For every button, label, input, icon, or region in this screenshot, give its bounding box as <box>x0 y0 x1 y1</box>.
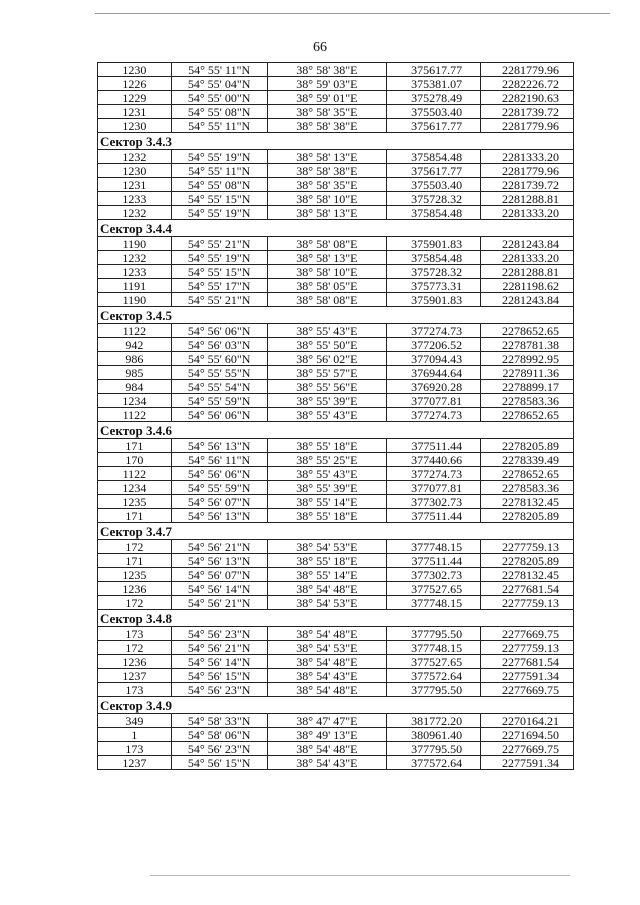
longitude-cell: 38° 55' 39"E <box>267 394 387 408</box>
point-number-cell: 170 <box>98 453 172 467</box>
x-coordinate-cell: 377572.64 <box>387 756 481 770</box>
latitude-cell: 54° 55' 19"N <box>171 251 267 265</box>
longitude-cell: 38° 55' 18"E <box>267 554 387 568</box>
longitude-cell: 38° 55' 57"E <box>267 366 387 380</box>
latitude-cell: 54° 56' 13"N <box>171 439 267 453</box>
table-row <box>98 366 574 380</box>
table-row <box>98 105 574 119</box>
x-coordinate-cell: 377795.50 <box>387 742 481 756</box>
y-coordinate-cell: 2281779.96 <box>481 119 574 133</box>
sector-header-row <box>98 220 574 237</box>
y-coordinate-cell: 2278781.38 <box>481 338 574 352</box>
point-number-cell: 1190 <box>98 237 172 251</box>
longitude-cell: 38° 58' 35"E <box>267 178 387 192</box>
latitude-cell: 54° 58' 33"N <box>171 714 267 728</box>
longitude-cell: 38° 58' 10"E <box>267 192 387 206</box>
x-coordinate-cell: 375503.40 <box>387 178 481 192</box>
longitude-cell: 38° 58' 10"E <box>267 265 387 279</box>
longitude-cell: 38° 54' 48"E <box>267 582 387 596</box>
y-coordinate-cell: 2278205.89 <box>481 554 574 568</box>
latitude-cell: 54° 56' 07"N <box>171 495 267 509</box>
latitude-cell: 54° 55' 59"N <box>171 394 267 408</box>
latitude-cell: 54° 55' 21"N <box>171 293 267 307</box>
latitude-cell: 54° 56' 06"N <box>171 324 267 338</box>
point-number-cell: 1234 <box>98 394 172 408</box>
x-coordinate-cell: 375617.77 <box>387 164 481 178</box>
y-coordinate-cell: 2281779.96 <box>481 63 574 77</box>
latitude-cell: 54° 56' 14"N <box>171 582 267 596</box>
table-row <box>98 540 574 554</box>
point-number-cell: 1232 <box>98 150 172 164</box>
table-row <box>98 394 574 408</box>
table-row <box>98 352 574 366</box>
table-row <box>98 164 574 178</box>
longitude-cell: 38° 54' 48"E <box>267 742 387 756</box>
table-row <box>98 178 574 192</box>
latitude-cell: 54° 56' 14"N <box>171 655 267 669</box>
x-coordinate-cell: 377511.44 <box>387 554 481 568</box>
point-number-cell: 985 <box>98 366 172 380</box>
point-number-cell: 1235 <box>98 568 172 582</box>
x-coordinate-cell: 375617.77 <box>387 63 481 77</box>
longitude-cell: 38° 59' 01"E <box>267 91 387 105</box>
latitude-cell: 54° 56' 07"N <box>171 568 267 582</box>
x-coordinate-cell: 375854.48 <box>387 206 481 220</box>
sector-header-row <box>98 523 574 540</box>
longitude-cell: 38° 55' 25"E <box>267 453 387 467</box>
latitude-cell: 54° 55' 11"N <box>171 119 267 133</box>
point-number-cell: 173 <box>98 683 172 697</box>
table-row <box>98 582 574 596</box>
point-number-cell: 171 <box>98 554 172 568</box>
longitude-cell: 38° 58' 38"E <box>267 63 387 77</box>
table-row <box>98 293 574 307</box>
point-number-cell: 171 <box>98 509 172 523</box>
x-coordinate-cell: 377094.43 <box>387 352 481 366</box>
point-number-cell: 942 <box>98 338 172 352</box>
x-coordinate-cell: 377795.50 <box>387 683 481 697</box>
point-number-cell: 1191 <box>98 279 172 293</box>
y-coordinate-cell: 2278583.36 <box>481 394 574 408</box>
x-coordinate-cell: 377748.15 <box>387 596 481 610</box>
x-coordinate-cell: 377527.65 <box>387 582 481 596</box>
table-row <box>98 251 574 265</box>
latitude-cell: 54° 56' 21"N <box>171 641 267 655</box>
x-coordinate-cell: 376920.28 <box>387 380 481 394</box>
latitude-cell: 54° 55' 08"N <box>171 105 267 119</box>
table-row <box>98 324 574 338</box>
table-row <box>98 669 574 683</box>
x-coordinate-cell: 377527.65 <box>387 655 481 669</box>
latitude-cell: 54° 55' 60"N <box>171 352 267 366</box>
y-coordinate-cell: 2278583.36 <box>481 481 574 495</box>
x-coordinate-cell: 377795.50 <box>387 627 481 641</box>
x-coordinate-cell: 377511.44 <box>387 509 481 523</box>
point-number-cell: 172 <box>98 596 172 610</box>
longitude-cell: 38° 55' 56"E <box>267 380 387 394</box>
table-row <box>98 63 574 77</box>
sector-label: Сектор 3.4.3 <box>98 133 574 150</box>
x-coordinate-cell: 377274.73 <box>387 408 481 422</box>
latitude-cell: 54° 56' 23"N <box>171 683 267 697</box>
point-number-cell: 1190 <box>98 293 172 307</box>
table-row <box>98 237 574 251</box>
point-number-cell: 1236 <box>98 655 172 669</box>
table-row <box>98 439 574 453</box>
longitude-cell: 38° 49' 13"E <box>267 728 387 742</box>
longitude-cell: 38° 55' 43"E <box>267 467 387 481</box>
point-number-cell: 984 <box>98 380 172 394</box>
table-row <box>98 467 574 481</box>
table-row <box>98 453 574 467</box>
latitude-cell: 54° 56' 15"N <box>171 756 267 770</box>
longitude-cell: 38° 55' 43"E <box>267 324 387 338</box>
coordinates-table-body <box>98 63 574 770</box>
sector-label: Сектор 3.4.8 <box>98 610 574 627</box>
longitude-cell: 38° 59' 03"E <box>267 77 387 91</box>
bottom-rule <box>150 875 570 876</box>
sector-label: Сектор 3.4.5 <box>98 307 574 324</box>
x-coordinate-cell: 375728.32 <box>387 192 481 206</box>
longitude-cell: 38° 58' 08"E <box>267 293 387 307</box>
table-row <box>98 481 574 495</box>
latitude-cell: 54° 55' 00"N <box>171 91 267 105</box>
sector-label: Сектор 3.4.9 <box>98 697 574 714</box>
longitude-cell: 38° 58' 13"E <box>267 206 387 220</box>
y-coordinate-cell: 2277591.34 <box>481 756 574 770</box>
point-number-cell: 171 <box>98 439 172 453</box>
point-number-cell: 349 <box>98 714 172 728</box>
latitude-cell: 54° 56' 23"N <box>171 742 267 756</box>
y-coordinate-cell: 2277681.54 <box>481 655 574 669</box>
table-row <box>98 119 574 133</box>
longitude-cell: 38° 58' 13"E <box>267 150 387 164</box>
coordinates-table <box>97 62 574 770</box>
y-coordinate-cell: 2277669.75 <box>481 742 574 756</box>
latitude-cell: 54° 56' 11"N <box>171 453 267 467</box>
y-coordinate-cell: 2282226.72 <box>481 77 574 91</box>
table-row <box>98 568 574 582</box>
latitude-cell: 54° 58' 06"N <box>171 728 267 742</box>
x-coordinate-cell: 377274.73 <box>387 324 481 338</box>
table-row <box>98 683 574 697</box>
latitude-cell: 54° 55' 08"N <box>171 178 267 192</box>
x-coordinate-cell: 375854.48 <box>387 150 481 164</box>
sector-label: Сектор 3.4.7 <box>98 523 574 540</box>
sector-header-row <box>98 422 574 439</box>
table-row <box>98 150 574 164</box>
y-coordinate-cell: 2278205.89 <box>481 509 574 523</box>
latitude-cell: 54° 55' 17"N <box>171 279 267 293</box>
sector-header-row <box>98 133 574 150</box>
y-coordinate-cell: 2278992.95 <box>481 352 574 366</box>
x-coordinate-cell: 375854.48 <box>387 251 481 265</box>
sector-label: Сектор 3.4.4 <box>98 220 574 237</box>
point-number-cell: 1233 <box>98 192 172 206</box>
latitude-cell: 54° 56' 21"N <box>171 596 267 610</box>
latitude-cell: 54° 55' 55"N <box>171 366 267 380</box>
y-coordinate-cell: 2271694.50 <box>481 728 574 742</box>
y-coordinate-cell: 2281739.72 <box>481 105 574 119</box>
y-coordinate-cell: 2281243.84 <box>481 293 574 307</box>
point-number-cell: 1 <box>98 728 172 742</box>
longitude-cell: 38° 54' 43"E <box>267 756 387 770</box>
y-coordinate-cell: 2270164.21 <box>481 714 574 728</box>
table-row <box>98 742 574 756</box>
top-rule <box>95 13 610 14</box>
point-number-cell: 1236 <box>98 582 172 596</box>
longitude-cell: 38° 55' 18"E <box>267 439 387 453</box>
latitude-cell: 54° 56' 13"N <box>171 509 267 523</box>
point-number-cell: 1232 <box>98 251 172 265</box>
y-coordinate-cell: 2281333.20 <box>481 251 574 265</box>
table-row <box>98 91 574 105</box>
latitude-cell: 54° 56' 03"N <box>171 338 267 352</box>
sector-header-row <box>98 307 574 324</box>
longitude-cell: 38° 47' 47"E <box>267 714 387 728</box>
table-row <box>98 408 574 422</box>
y-coordinate-cell: 2278899.17 <box>481 380 574 394</box>
y-coordinate-cell: 2281779.96 <box>481 164 574 178</box>
longitude-cell: 38° 58' 35"E <box>267 105 387 119</box>
x-coordinate-cell: 375503.40 <box>387 105 481 119</box>
y-coordinate-cell: 2281739.72 <box>481 178 574 192</box>
y-coordinate-cell: 2281288.81 <box>481 265 574 279</box>
table-row <box>98 206 574 220</box>
y-coordinate-cell: 2281288.81 <box>481 192 574 206</box>
latitude-cell: 54° 55' 21"N <box>171 237 267 251</box>
y-coordinate-cell: 2278652.65 <box>481 324 574 338</box>
y-coordinate-cell: 2282190.63 <box>481 91 574 105</box>
longitude-cell: 38° 55' 50"E <box>267 338 387 352</box>
point-number-cell: 1226 <box>98 77 172 91</box>
y-coordinate-cell: 2277591.34 <box>481 669 574 683</box>
x-coordinate-cell: 375901.83 <box>387 237 481 251</box>
latitude-cell: 54° 55' 11"N <box>171 164 267 178</box>
x-coordinate-cell: 375278.49 <box>387 91 481 105</box>
sector-header-row <box>98 610 574 627</box>
table-row <box>98 655 574 669</box>
latitude-cell: 54° 55' 15"N <box>171 265 267 279</box>
y-coordinate-cell: 2277681.54 <box>481 582 574 596</box>
latitude-cell: 54° 55' 15"N <box>171 192 267 206</box>
table-row <box>98 279 574 293</box>
longitude-cell: 38° 54' 43"E <box>267 669 387 683</box>
x-coordinate-cell: 377077.81 <box>387 394 481 408</box>
y-coordinate-cell: 2281243.84 <box>481 237 574 251</box>
x-coordinate-cell: 377440.66 <box>387 453 481 467</box>
y-coordinate-cell: 2277759.13 <box>481 540 574 554</box>
sector-header-row <box>98 697 574 714</box>
latitude-cell: 54° 55' 59"N <box>171 481 267 495</box>
point-number-cell: 1237 <box>98 756 172 770</box>
point-number-cell: 986 <box>98 352 172 366</box>
y-coordinate-cell: 2278652.65 <box>481 467 574 481</box>
y-coordinate-cell: 2278911.36 <box>481 366 574 380</box>
page-number: 66 <box>313 40 327 55</box>
latitude-cell: 54° 55' 19"N <box>171 206 267 220</box>
y-coordinate-cell: 2278132.45 <box>481 568 574 582</box>
table-row <box>98 714 574 728</box>
point-number-cell: 1230 <box>98 119 172 133</box>
latitude-cell: 54° 55' 11"N <box>171 63 267 77</box>
table-row <box>98 596 574 610</box>
y-coordinate-cell: 2281198.62 <box>481 279 574 293</box>
longitude-cell: 38° 56' 02"E <box>267 352 387 366</box>
y-coordinate-cell: 2277759.13 <box>481 596 574 610</box>
longitude-cell: 38° 54' 48"E <box>267 655 387 669</box>
point-number-cell: 172 <box>98 641 172 655</box>
point-number-cell: 1231 <box>98 105 172 119</box>
x-coordinate-cell: 375381.07 <box>387 77 481 91</box>
longitude-cell: 38° 55' 39"E <box>267 481 387 495</box>
y-coordinate-cell: 2278132.45 <box>481 495 574 509</box>
y-coordinate-cell: 2281333.20 <box>481 206 574 220</box>
point-number-cell: 1229 <box>98 91 172 105</box>
latitude-cell: 54° 55' 04"N <box>171 77 267 91</box>
longitude-cell: 38° 55' 43"E <box>267 408 387 422</box>
table-row <box>98 265 574 279</box>
x-coordinate-cell: 375901.83 <box>387 293 481 307</box>
longitude-cell: 38° 54' 53"E <box>267 540 387 554</box>
x-coordinate-cell: 377748.15 <box>387 540 481 554</box>
longitude-cell: 38° 54' 48"E <box>267 627 387 641</box>
point-number-cell: 173 <box>98 627 172 641</box>
x-coordinate-cell: 377206.52 <box>387 338 481 352</box>
longitude-cell: 38° 58' 38"E <box>267 164 387 178</box>
x-coordinate-cell: 377748.15 <box>387 641 481 655</box>
table-row <box>98 77 574 91</box>
table-row <box>98 192 574 206</box>
y-coordinate-cell: 2278339.49 <box>481 453 574 467</box>
longitude-cell: 38° 58' 38"E <box>267 119 387 133</box>
point-number-cell: 1237 <box>98 669 172 683</box>
longitude-cell: 38° 58' 13"E <box>267 251 387 265</box>
point-number-cell: 172 <box>98 540 172 554</box>
x-coordinate-cell: 377572.64 <box>387 669 481 683</box>
longitude-cell: 38° 58' 05"E <box>267 279 387 293</box>
x-coordinate-cell: 375617.77 <box>387 119 481 133</box>
x-coordinate-cell: 375773.31 <box>387 279 481 293</box>
x-coordinate-cell: 377302.73 <box>387 568 481 582</box>
table-row <box>98 756 574 770</box>
latitude-cell: 54° 55' 54"N <box>171 380 267 394</box>
table-row <box>98 627 574 641</box>
latitude-cell: 54° 56' 13"N <box>171 554 267 568</box>
longitude-cell: 38° 55' 14"E <box>267 495 387 509</box>
point-number-cell: 1122 <box>98 324 172 338</box>
x-coordinate-cell: 377302.73 <box>387 495 481 509</box>
y-coordinate-cell: 2278205.89 <box>481 439 574 453</box>
latitude-cell: 54° 56' 21"N <box>171 540 267 554</box>
latitude-cell: 54° 56' 15"N <box>171 669 267 683</box>
x-coordinate-cell: 377077.81 <box>387 481 481 495</box>
point-number-cell: 1233 <box>98 265 172 279</box>
longitude-cell: 38° 55' 14"E <box>267 568 387 582</box>
point-number-cell: 173 <box>98 742 172 756</box>
x-coordinate-cell: 376944.64 <box>387 366 481 380</box>
x-coordinate-cell: 377274.73 <box>387 467 481 481</box>
table-row <box>98 338 574 352</box>
latitude-cell: 54° 55' 19"N <box>171 150 267 164</box>
y-coordinate-cell: 2281333.20 <box>481 150 574 164</box>
y-coordinate-cell: 2277759.13 <box>481 641 574 655</box>
point-number-cell: 1122 <box>98 467 172 481</box>
latitude-cell: 54° 56' 06"N <box>171 408 267 422</box>
y-coordinate-cell: 2277669.75 <box>481 683 574 697</box>
x-coordinate-cell: 377511.44 <box>387 439 481 453</box>
point-number-cell: 1230 <box>98 164 172 178</box>
sector-label: Сектор 3.4.6 <box>98 422 574 439</box>
table-row <box>98 495 574 509</box>
point-number-cell: 1234 <box>98 481 172 495</box>
table-row <box>98 554 574 568</box>
longitude-cell: 38° 55' 18"E <box>267 509 387 523</box>
x-coordinate-cell: 375728.32 <box>387 265 481 279</box>
x-coordinate-cell: 381772.20 <box>387 714 481 728</box>
y-coordinate-cell: 2277669.75 <box>481 627 574 641</box>
point-number-cell: 1235 <box>98 495 172 509</box>
point-number-cell: 1122 <box>98 408 172 422</box>
table-row <box>98 641 574 655</box>
latitude-cell: 54° 56' 06"N <box>171 467 267 481</box>
table-row <box>98 380 574 394</box>
y-coordinate-cell: 2278652.65 <box>481 408 574 422</box>
longitude-cell: 38° 54' 53"E <box>267 596 387 610</box>
point-number-cell: 1230 <box>98 63 172 77</box>
longitude-cell: 38° 54' 53"E <box>267 641 387 655</box>
latitude-cell: 54° 56' 23"N <box>171 627 267 641</box>
longitude-cell: 38° 58' 08"E <box>267 237 387 251</box>
point-number-cell: 1231 <box>98 178 172 192</box>
longitude-cell: 38° 54' 48"E <box>267 683 387 697</box>
table-row <box>98 728 574 742</box>
x-coordinate-cell: 380961.40 <box>387 728 481 742</box>
point-number-cell: 1232 <box>98 206 172 220</box>
table-row <box>98 509 574 523</box>
